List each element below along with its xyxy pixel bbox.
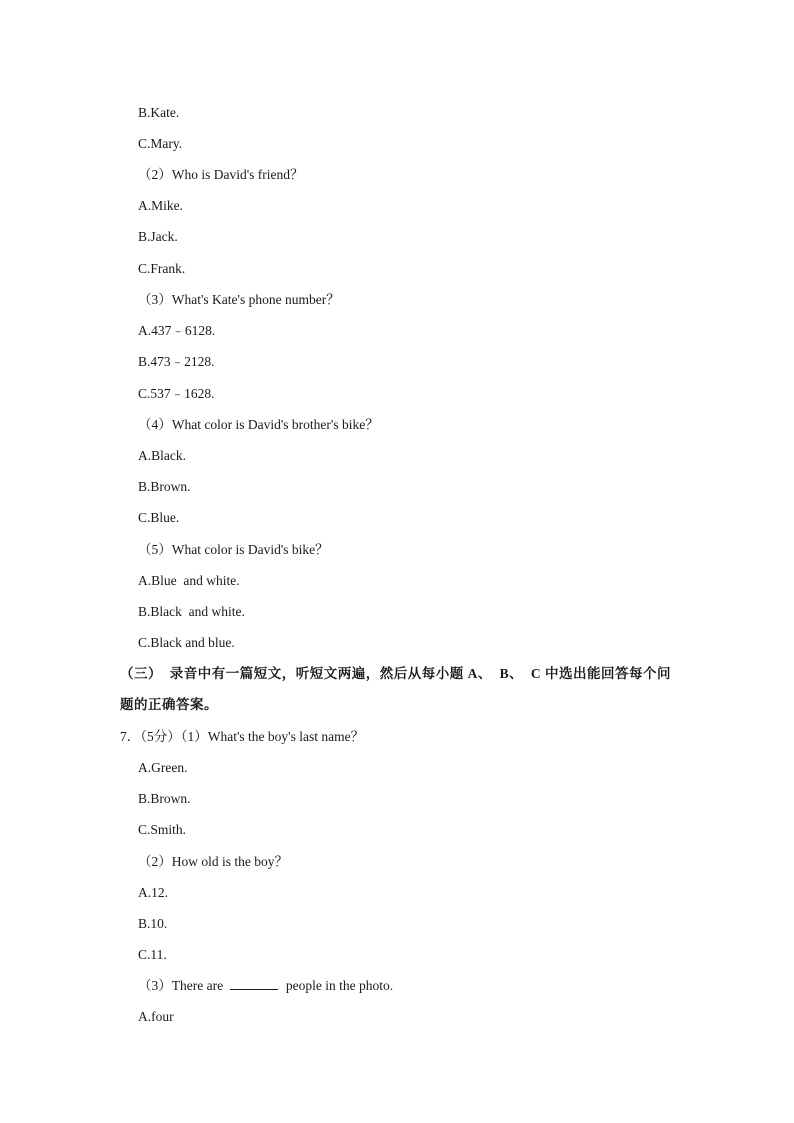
question-7-3-prefix: （3）There are xyxy=(138,978,227,993)
option-c-blue: C.Blue. xyxy=(138,510,180,525)
question-7-2-age: （2）How old is the boy？ xyxy=(138,854,288,869)
question-4-brothers-bike: （4）What color is David's brother's bike？ xyxy=(138,417,379,432)
option-b-phone: B.473﹣2128. xyxy=(138,354,215,369)
option-b-jack: B.Jack. xyxy=(138,229,178,244)
option-b-brown-name: B.Brown. xyxy=(138,791,191,806)
option-a-12: A.12. xyxy=(138,885,168,900)
option-c-black-blue: C.Black and blue. xyxy=(138,635,235,650)
option-c-frank: C.Frank. xyxy=(138,261,186,276)
answer-blank xyxy=(230,977,278,990)
option-c-11: C.11. xyxy=(138,947,167,962)
option-c-phone: C.537﹣1628. xyxy=(138,386,215,401)
option-b-black-white: B.Black and white. xyxy=(138,604,245,619)
question-5-davids-bike: （5）What color is David's bike？ xyxy=(138,542,329,557)
option-a-mike: A.Mike. xyxy=(138,198,183,213)
question-7-heading: 7．（5分）（1）What's the boy's last name？ xyxy=(120,729,365,744)
option-a-blue-white: A.Blue and white. xyxy=(138,573,240,588)
option-a-green: A.Green. xyxy=(138,760,188,775)
question-3-phone-number: （3）What's Kate's phone number？ xyxy=(138,292,340,307)
option-a-black: A.Black. xyxy=(138,448,186,463)
question-7-3-suffix: people in the photo. xyxy=(282,978,394,993)
option-b-kate: B.Kate. xyxy=(138,105,180,120)
option-c-mary: C.Mary. xyxy=(138,136,183,151)
section-3-instruction-cont: 题的正确答案。 xyxy=(120,697,218,712)
question-7-3-people xyxy=(138,977,393,995)
option-b-brown: B.Brown. xyxy=(138,479,191,494)
option-c-smith: C.Smith. xyxy=(138,822,187,837)
option-a-four: A.four xyxy=(138,1009,174,1024)
option-b-10: B.10. xyxy=(138,916,168,931)
section-3-instruction: （三） 录音中有一篇短文，听短文两遍，然后从每小题 A、 B、 C 中选出能回答每个问 xyxy=(120,666,672,681)
question-2-davids-friend: （2）Who is David's friend？ xyxy=(138,167,304,182)
option-a-phone: A.437﹣6128. xyxy=(138,323,216,338)
